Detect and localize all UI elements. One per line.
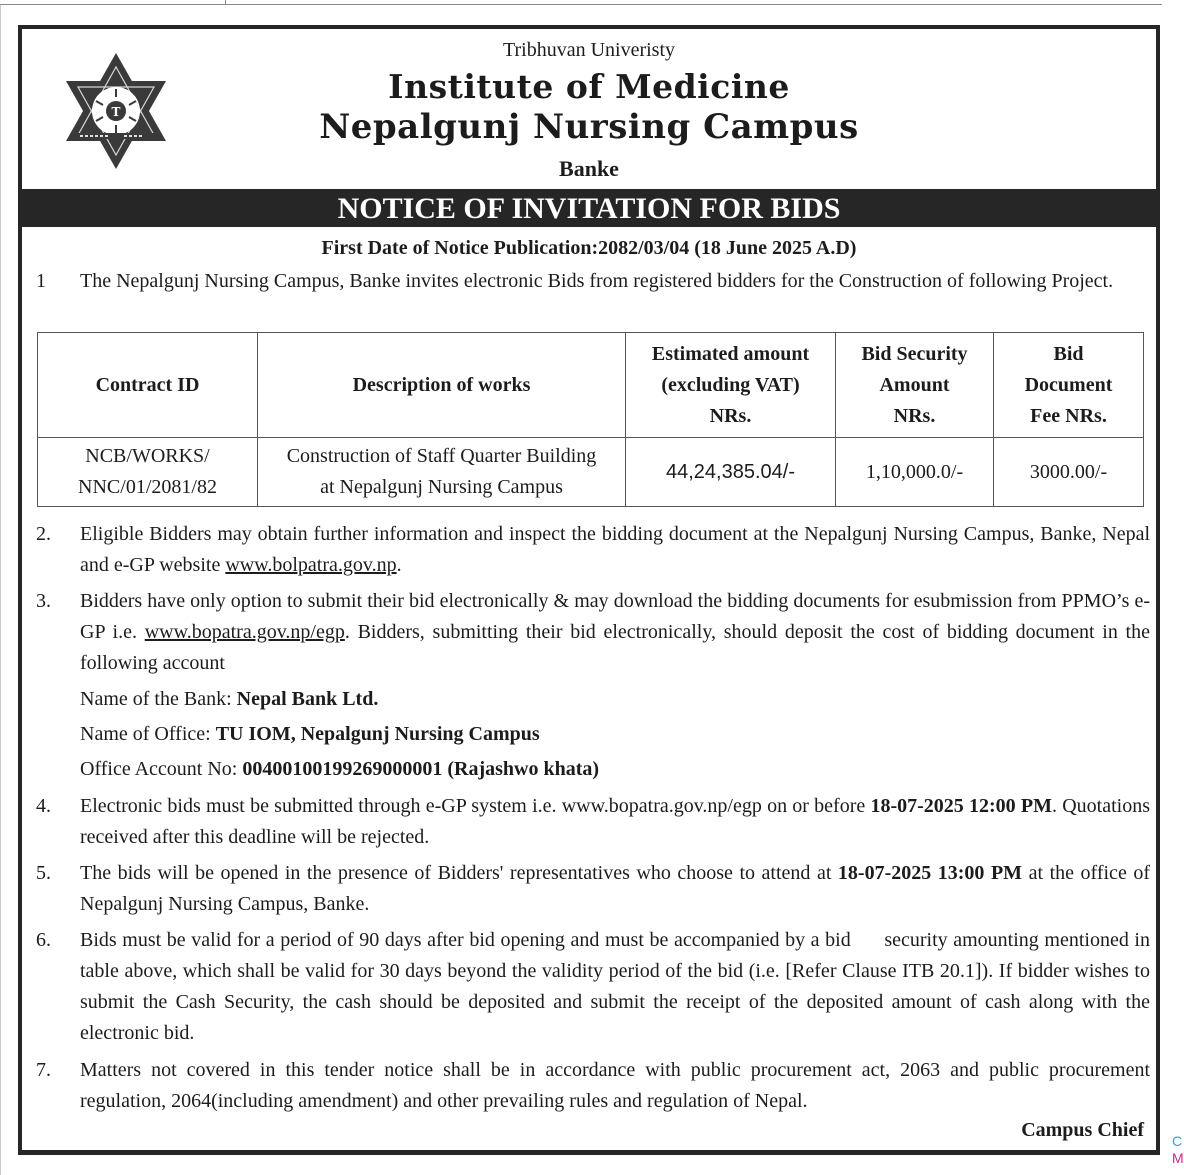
col-document-fee: Bid Document Fee NRs. (994, 333, 1144, 438)
col-estimated-amount: Estimated amount (excluding VAT) NRs. (626, 333, 836, 438)
clause-5-text: The bids will be opened in the presence of Bidders' representatives who choose to attend at 18-07-2025 13:00 PM at the office of Nepalgunj Nursing Campus, Banke. (80, 862, 1151, 915)
clause-2-text: Eligible Bidders may obtain further information and inspect the bidding document at the Nepalgunj Nursing Campus, Banke, Nepal and e-GP website www.bolpatra.gov.np. (80, 523, 1150, 576)
notice-title: NOTICE OF INVITATION FOR BIDS (22, 189, 1156, 227)
table-header-row (38, 333, 1144, 438)
cell-contract-id: NCB/WORKS/ NNC/01/2081/82 (38, 438, 258, 507)
edge-fragment-c: C (1172, 1133, 1183, 1149)
edge-fragment-m: M (1172, 1150, 1184, 1166)
office-name-line: Name of Office: TU IOM, Nepalgunj Nursing Campus (80, 723, 540, 745)
bid-table (37, 332, 1144, 507)
col-description: Description of works (258, 333, 626, 438)
bank-name-line: Name of the Bank: Nepal Bank Ltd. (80, 688, 379, 710)
svg-text:T: T (111, 105, 121, 119)
col-bid-security: Bid Security Amount NRs. (836, 333, 994, 438)
publication-date: First Date of Notice Publication:2082/03/04 (18 June 2025 A.D) (321, 237, 857, 259)
clause-4-text: Electronic bids must be submitted through e-GP system i.e. www.bopatra.gov.np/egp on or before 18-07-2025 12:00 PM. Quotations received after this deadline will be rejected. (80, 795, 1150, 848)
account-number: 00400100199269000001 (Rajashwo khata) (242, 758, 600, 780)
clause-6-text: Bids must be valid for a period of 90 days after bid opening and must be accompanied by a bid security amounting mentioned in table above, which shall be valid for 30 days beyond the validity period of the bid (i.e. [Refer Clause ITB 20.1]). If bidder wishes to submit the Cash Security, the cash should be deposited and submit the receipt of the deposited amount of cash along with the electronic bid. (80, 929, 1155, 1044)
clause-1-number: 1 (36, 270, 46, 292)
egp-link[interactable]: www.bopatra.gov.np/egp (144, 621, 345, 643)
campus-name: Nepalgunj Nursing Campus (319, 107, 859, 147)
submission-deadline: 18-07-2025 12:00 PM (870, 795, 1052, 817)
opening-time: 18-07-2025 13:00 PM (837, 862, 1023, 884)
district-name: Banke (559, 156, 619, 181)
clause-2-number: 2. (36, 523, 51, 545)
university-name: Tribhuvan Univeristy (502, 39, 676, 61)
clause-7-text: Matters not covered in this tender notice shall be in accordance with public procurement act, 2063 and public procurement regulation, 2064(including amendment) and other prevailing rules and regulation of Nepal. (80, 1059, 1150, 1112)
clause-4-number: 4. (36, 795, 51, 817)
page-top-rule (0, 4, 1162, 5)
notice-frame (18, 25, 1160, 1155)
page-top-tick (225, 0, 226, 5)
office-name: TU IOM, Nepalgunj Nursing Campus (215, 723, 540, 745)
signatory: Campus Chief (1021, 1119, 1144, 1141)
bank-name: Nepal Bank Ltd. (236, 688, 379, 710)
clause-7-number: 7. (36, 1059, 51, 1081)
clause-5-number: 5. (36, 862, 51, 884)
clause-3-text: Bidders have only option to submit their bid electronically & may download the bidding documents for esubmission from PPMO’s e-GP i.e. www.bopatra.gov.np/egp. Bidders, submitting their bid electronically, should deposit the cost of bidding document in the following account (80, 590, 1150, 674)
clause-3-number: 3. (36, 590, 51, 612)
notice-header (22, 29, 1156, 189)
cell-estimated-amount: 44,24,385.04/- (626, 438, 836, 507)
cell-document-fee: 3000.00/- (994, 438, 1144, 507)
page-left-rule (0, 5, 1, 1175)
bolpatra-link[interactable]: www.bolpatra.gov.np (225, 554, 397, 576)
table-row (38, 438, 1144, 507)
clause-6-number: 6. (36, 929, 51, 951)
cell-description: Construction of Staff Quarter Building at Nepalgunj Nursing Campus (258, 438, 626, 507)
institute-name: Institute of Medicine (388, 67, 790, 106)
account-number-line: Office Account No: 00400100199269000001 (Rajashwo khata) (80, 758, 600, 780)
col-contract-id: Contract ID (38, 333, 258, 438)
cell-bid-security: 1,10,000.0/- (836, 438, 994, 507)
clause-1-text: The Nepalgunj Nursing Campus, Banke invites electronic Bids from registered bidders for the Construction of following Project. (80, 270, 1114, 292)
